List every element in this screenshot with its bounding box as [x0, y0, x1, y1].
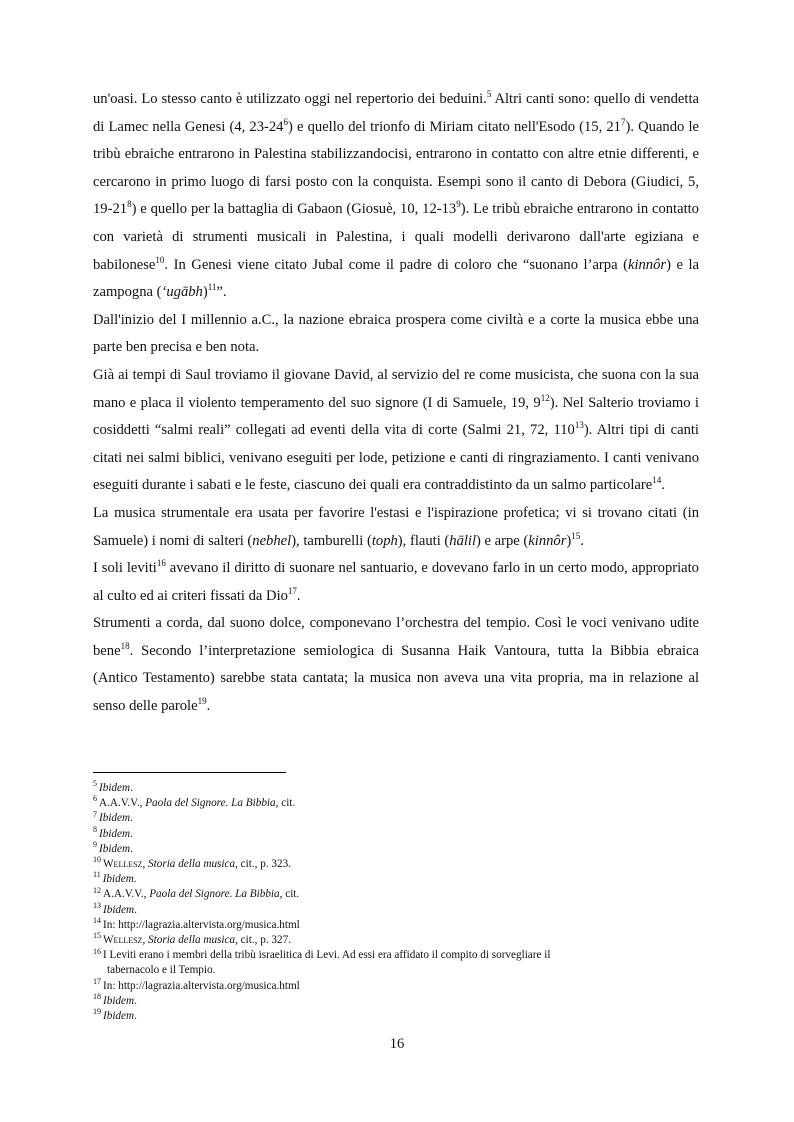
paragraph-text: Già ai tempi di Saul troviamo il giovane David, al servizio del re come musicista, che suona con la sua mano e placa il violento temperamento del suo signore (I di Samuele, 19, 9 [93, 366, 699, 411]
footnote-text: . [134, 994, 137, 1007]
footnote-italic: Paola del Signore. La Bibbia [145, 797, 276, 810]
footnote [93, 933, 699, 948]
paragraph [93, 610, 699, 720]
footnote [93, 994, 699, 1009]
footnote-italic: Ibidem [99, 812, 131, 825]
footnote-italic: Ibidem [99, 827, 131, 840]
footnote-italic: Ibidem [99, 842, 131, 855]
footnote-italic: Ibidem [102, 873, 134, 886]
paragraph-text: ”. [216, 284, 227, 301]
paragraph-ref: 11 [207, 282, 217, 293]
footnote-continuation: tabernacolo e il Tempio. [107, 964, 216, 977]
paragraph-text: La musica strumentale era usata per favorire l'estasi e l'ispirazione profetica; vi si trovano citati (in Samuele) i nomi di salteri ( [93, 504, 699, 549]
footnote-author: Wellesz [103, 934, 143, 947]
paragraph-italic: toph [371, 532, 398, 549]
footnotes [93, 781, 699, 1024]
paragraph-text: . [580, 532, 584, 549]
paragraph-text: ) [566, 532, 572, 549]
paragraph [93, 500, 699, 555]
paragraph-text: ) e quello del trionfo di Miriam citato nell'Esodo (15, 21 [287, 118, 621, 135]
paragraph-italic: nebhel [252, 532, 292, 549]
paragraph-text: ), tamburelli ( [291, 532, 372, 549]
footnote-number: 15 [93, 931, 101, 941]
paragraph-ref: 13 [574, 420, 584, 431]
footnote [93, 872, 699, 887]
footnote-number: 19 [93, 1007, 101, 1017]
footnote-text: , cit., p. 327. [235, 934, 291, 947]
footnote-text: , cit. [275, 797, 296, 810]
page-number: 16 [389, 1036, 405, 1052]
footnote [93, 948, 699, 978]
footnote [93, 781, 699, 796]
footnote-italic: Ibidem [103, 1010, 135, 1023]
paragraph-text: un'oasi. Lo stesso canto è utilizzato oggi nel repertorio dei beduini. [93, 91, 487, 107]
footnote-italic: Ibidem [99, 782, 131, 794]
footnote-number: 9 [93, 840, 97, 850]
paragraph [93, 307, 699, 362]
footnote-number: 5 [93, 779, 97, 789]
footnote-text: . [133, 873, 137, 886]
footnote [93, 900, 699, 918]
paragraph-italic: kinnôr [627, 256, 667, 273]
footnote-text: , [142, 934, 149, 947]
paragraph-ref: 8 [127, 199, 132, 210]
footnote-number: 17 [93, 976, 101, 986]
paragraph-text: ) e la zampogna ( [93, 256, 700, 301]
paragraph-text: . [296, 587, 301, 604]
paragraph-ref: 19 [197, 696, 207, 707]
paragraph-ref: 6 [283, 116, 288, 127]
footnote-text: In: http://lagrazia.altervista.org/musica.html [103, 979, 300, 992]
paragraph-ref: 12 [540, 392, 550, 403]
body-text [93, 86, 699, 721]
footnote-italic: Ibidem [103, 994, 135, 1007]
paragraph-ref: 5 [486, 89, 492, 100]
footnote [93, 842, 699, 857]
paragraph-italic: hālil [449, 532, 477, 549]
footnote-text: . [130, 827, 133, 840]
footnote-number: 18 [93, 992, 101, 1002]
footnote-text: . [134, 903, 137, 916]
footnote-text: , [142, 858, 149, 871]
footnote-text: , cit., p. 323. [235, 858, 291, 871]
footnote [93, 857, 699, 872]
footnote-number: 16 [93, 946, 101, 956]
paragraph-ref: 17 [287, 585, 297, 596]
paragraph-text: ). Altri tipi di canti citati nei salmi biblici, venivano eseguiti per lode, petizione e canti di ringraziamento. I canti venivano eseguiti durante i sabati e le feste, ciascuno dei quali era contraddistinto da un salmo particolare [93, 422, 699, 494]
footnote-text: . [130, 842, 133, 855]
footnote-number: 11 [93, 870, 101, 880]
paragraph-text: . In Genesi viene citato Jubal come il padre di coloro che “suonano l’arpa ( [164, 256, 628, 273]
paragraph-text: . Secondo l’interpretazione semiologica di Susanna Haik Vantoura, tutta la Bibbia ebraica (Antico Testamento) sarebbe stata cantata; la musica non aveva una vita propria, ma in relazione al senso delle parole [93, 642, 699, 715]
footnote-number: 14 [93, 916, 101, 926]
paragraph [93, 362, 699, 500]
footnote-number: 7 [93, 809, 97, 819]
footnote-separator [93, 772, 286, 773]
footnote-text: A.A.V.V., [103, 888, 150, 901]
footnote [93, 824, 699, 842]
paragraph-text: ). Le tribù ebraiche entrarono in contatto con varietà di strumenti musicali in Palestina, i quali modelli derivarono dall'arte egiziana e babilonese [93, 201, 699, 273]
footnote-italic: Storia della musica [148, 934, 236, 947]
footnote-number: 10 [93, 855, 101, 865]
paragraph-text: ), flauti ( [397, 532, 450, 549]
footnote-text: , cit. [279, 888, 300, 901]
footnote [93, 811, 699, 826]
paragraph-ref: 10 [155, 254, 165, 265]
footnote-italic: Paola del Signore. La Bibbia [149, 888, 280, 901]
footnote-number: 12 [93, 885, 101, 895]
footnote [93, 796, 699, 811]
footnote [93, 918, 699, 933]
paragraph-text: Dall'inizio del I millennio a.C., la nazione ebraica prospera come civiltà e a corte la musica ebbe una parte ben precisa e ben nota. [93, 311, 699, 356]
paragraph-text: avevano il diritto di suonare nel santuario, e dovevano farlo in un certo modo, appropriato al culto ed ai criteri fissati da Dio [93, 560, 699, 604]
paragraph-text: ). Quando le tribù ebraiche entrarono in Palestina stabilizzandocisi, entrarono in contatto con altre etnie differenti, e cercarono in primo luogo di farsi posto con la conquista. Esempi sono il canto di Debora (Giudici, 5, 19-21 [93, 118, 699, 218]
footnote-number: 6 [93, 794, 97, 804]
paragraph-italic: kinnôr [528, 532, 567, 549]
paragraph-ref: 14 [652, 475, 662, 486]
footnote [93, 976, 699, 994]
footnote-italic: Ibidem [103, 903, 135, 916]
paragraph [93, 86, 699, 307]
paragraph-ref: 9 [456, 199, 461, 210]
paragraph-text: I soli leviti [93, 560, 157, 577]
paragraph-text: . [661, 477, 665, 494]
paragraph-text: . [206, 698, 211, 715]
footnote [93, 887, 699, 902]
paragraph [93, 555, 699, 610]
footnote-text: . [130, 782, 133, 794]
paragraph-text: Altri canti sono: quello di vendetta di Lamec nella Genesi (4, 23-24 [93, 91, 699, 135]
footnote-text: . [130, 812, 133, 825]
paragraph-italic: ‘ugābh [161, 284, 203, 301]
footnote [93, 1009, 699, 1024]
paragraph-ref: 18 [120, 641, 130, 652]
footnote-text: A.A.V.V., [99, 797, 146, 810]
footnote-number: 13 [93, 900, 101, 910]
footnote-text: In: http://lagrazia.altervista.org/musica.html [103, 918, 300, 931]
footnote-text: . [134, 1010, 137, 1023]
footnote-italic: Storia della musica [148, 858, 236, 871]
footnote-author: Wellesz [103, 858, 143, 871]
paragraph-text: ) [202, 284, 208, 301]
paragraph-text: ) e quello per la battaglia di Gabaon (Giosuè, 10, 12-13 [131, 201, 457, 218]
paragraph-text: ). Nel Salterio troviamo i cosiddetti “salmi reali” collegati ad eventi della vita di corte (Salmi 21, 72, 110 [93, 394, 699, 439]
footnote-text: I Leviti erano i membri della tribù israelitica di Levi. Ad essi era affidato il compito di sorvegliare il [103, 949, 551, 962]
paragraph-ref: 16 [156, 558, 166, 569]
paragraph-text: Strumenti a corda, dal suono dolce, componevano l’orchestra del tempio. Così le voci venivano udite bene [93, 615, 699, 659]
footnote-number: 8 [93, 824, 97, 834]
paragraph-text: ) e arpe ( [476, 532, 529, 549]
paragraph-ref: 15 [571, 530, 581, 541]
paragraph-ref: 7 [620, 116, 626, 127]
